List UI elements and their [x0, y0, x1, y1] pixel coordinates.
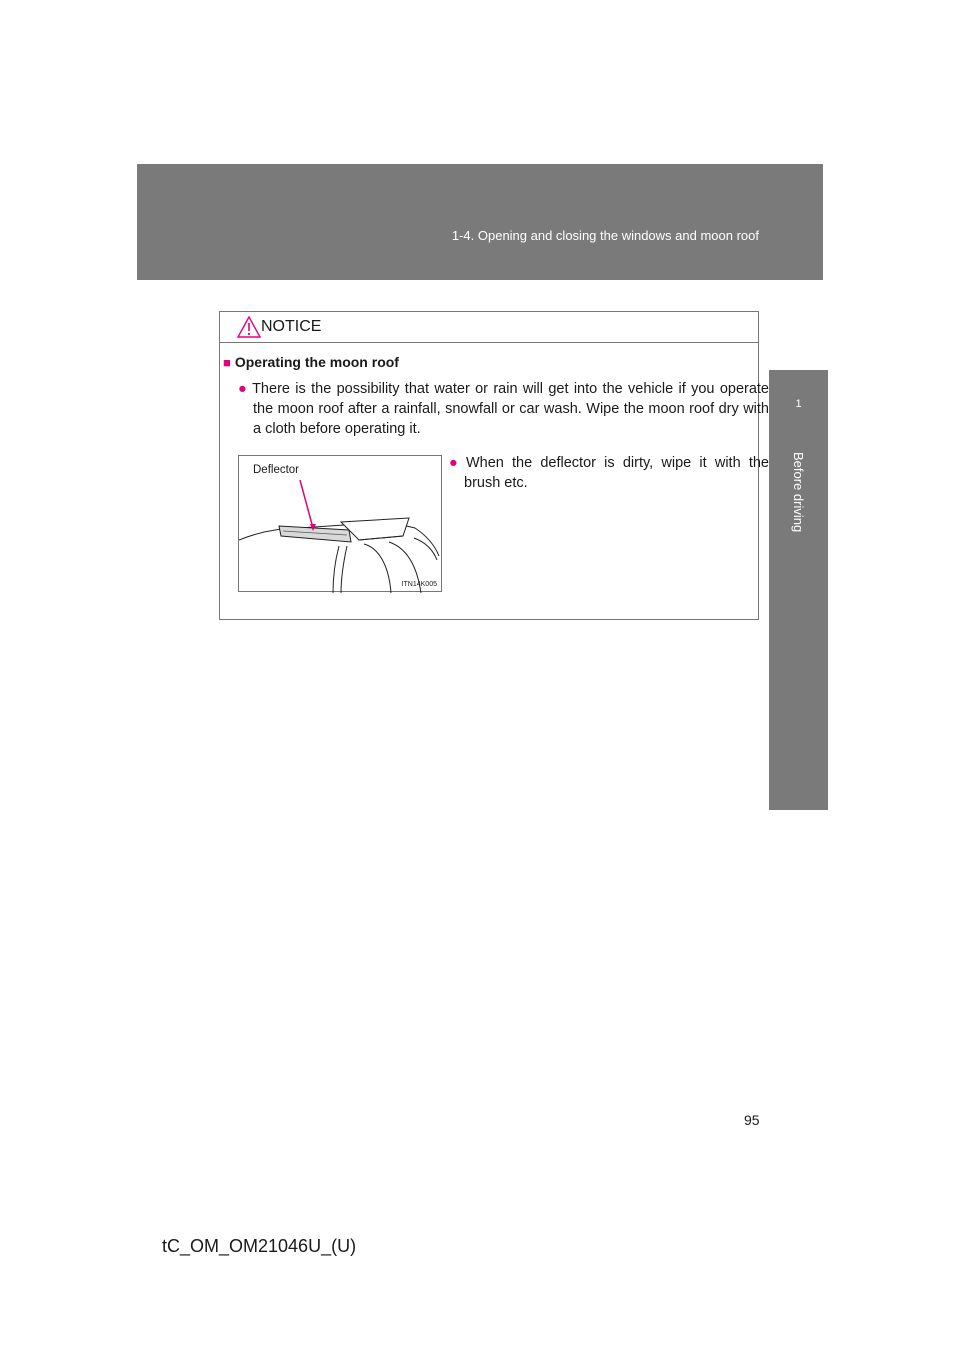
- deflector-figure: [238, 455, 442, 592]
- side-tab-label: Before driving: [791, 452, 806, 533]
- figure-label: Deflector: [253, 464, 300, 476]
- side-tab: [769, 438, 828, 810]
- circle-bullet-icon: ●: [238, 381, 249, 397]
- circle-bullet-icon: ●: [449, 455, 462, 471]
- notice-header: [220, 312, 758, 343]
- notice-title: NOTICE: [261, 318, 322, 335]
- warning-triangle-icon: [237, 316, 261, 338]
- car-roof-illustration: [239, 456, 443, 593]
- bullet-text: There is the possibility that water or rain will get into the vehicle if you operate the moon roof after a rainfall, snowfall or car wash. Wipe the moon roof dry with a cloth before operating it.: [252, 381, 769, 437]
- square-bullet-icon: ■: [223, 355, 231, 370]
- bullet-item: [449, 453, 769, 493]
- figure-code: ITN14K005: [401, 581, 437, 588]
- section-heading-text: Operating the moon roof: [234, 354, 399, 370]
- document-code: tC_OM_OM21046U_(U): [162, 1236, 357, 1256]
- notice-box: [219, 311, 769, 620]
- page-number: 95: [744, 1112, 760, 1128]
- side-tab-number: 1: [769, 370, 828, 438]
- bullet-item: [238, 379, 769, 439]
- bullet-text: When the deflector is dirty, wipe it with the brush etc.: [464, 455, 769, 491]
- chapter-title: 1-4. Opening and closing the windows and moon roof: [451, 228, 759, 243]
- chapter-header: [137, 164, 823, 280]
- section-heading: [223, 354, 399, 370]
